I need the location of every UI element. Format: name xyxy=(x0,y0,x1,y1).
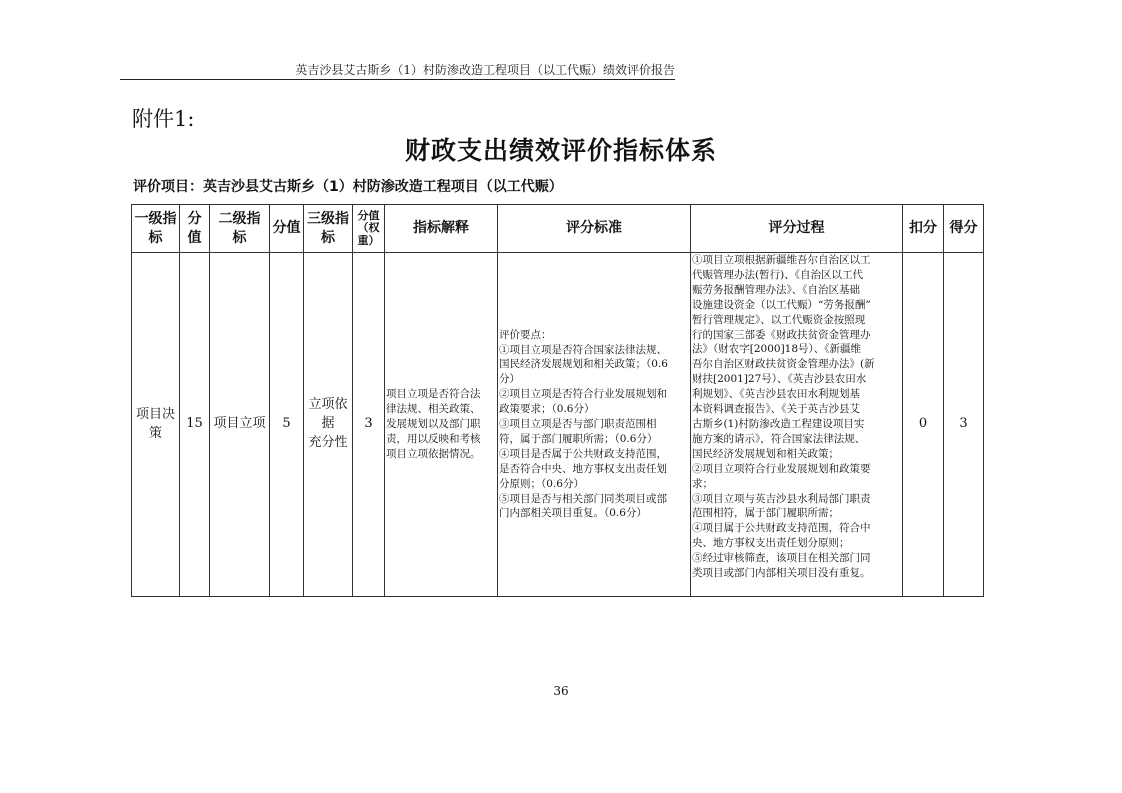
header-level3: 三级指 标 xyxy=(304,205,353,253)
cell-explanation: 项目立项是否符合法 律法规、相关政策、 发展规划以及部门职 责，用以反映和考核 项目立项依据情况。 xyxy=(385,253,498,597)
cell-score2: 5 xyxy=(270,253,304,597)
header-score1: 分 值 xyxy=(180,205,210,253)
cell-score1: 15 xyxy=(180,253,210,597)
header-level1: 一级指 标 xyxy=(132,205,180,253)
header-rule xyxy=(120,79,675,80)
cell-level2: 项目立项 xyxy=(210,253,270,597)
cell-level3: 立项依 据 充分性 xyxy=(304,253,353,597)
header-score2: 分值 xyxy=(270,205,304,253)
header-deduct: 扣分 xyxy=(903,205,944,253)
page-title: 财政支出绩效评价指标体系 xyxy=(404,136,717,165)
attachment-label: 附件1: xyxy=(132,107,195,131)
cell-level1: 项目决 策 xyxy=(132,253,180,597)
indicator-table xyxy=(131,204,984,597)
project-name-line: 评价项目：英吉沙县艾古斯乡（1）村防渗改造工程项目（以工代赈） xyxy=(133,179,563,195)
header-process: 评分过程 xyxy=(691,205,903,253)
running-header: 英吉沙县艾古斯乡（1）村防渗改造工程项目（以工代赈）绩效评价报告 xyxy=(295,63,675,77)
table-row xyxy=(132,253,984,597)
header-weight: 分值 （权 重） xyxy=(353,205,385,253)
cell-score: 3 xyxy=(944,253,984,597)
header-level2: 二级指 标 xyxy=(210,205,270,253)
cell-criteria: 评价要点： ①项目立项是否符合国家法律法规、 国民经济发展规划和相关政策；（0.6 分） ②项目立项是否符合行业发展规划和 政策要求；（0.6分） ③项目立项是否与部门职责范围相 符，属于部门履职所需；（0.6分） ④项目是否属于公共财政支持范围， 是否符合中央、地方事权支出责任划 分原则；（0.6分） ⑤项目是否与相关部门同类项目或部 门内部相关项目重复。（0.6分） xyxy=(498,253,691,597)
cell-process: ①项目立项根据新疆维吾尔自治区以工 代赈管理办法(暂行)、《自治区以工代 赈劳务报酬管理办法》、《自治区基础 设施建设资金（以工代赈）“劳务报酬” 暂行管理规定》、以工代赈资金按照现 行的国家三部委《财政扶贫资金管理办 法》（财农字[2000]18号）、《新疆维 吾尔自治区财政扶贫资金管理办法》(新 财扶[2001]27号）、《英吉沙县农田水 利规划》、《英吉沙县农田水利规划基 本资料调查报告》、《关于英吉沙县艾 古斯乡(1)村防渗改造工程建设项目实 施方案的请示》，符合国家法律法规、 国民经济发展规划和相关政策； ②项目立项符合行业发展规划和政策要 求； ③项目立项与英吉沙县水利局部门职责 范围相符，属于部门履职所需； ④项目属于公共财政支持范围，符合中 央、地方事权支出责任划分原则； ⑤经过审核筛查，该项目在相关部门同 类项目或部门内部相关项目没有重复。 xyxy=(691,253,903,597)
table-header-row xyxy=(132,205,984,253)
page-number: 36 xyxy=(553,684,569,698)
header-criteria: 评分标准 xyxy=(498,205,691,253)
header-score: 得分 xyxy=(944,205,984,253)
cell-deduct: 0 xyxy=(903,253,944,597)
header-explanation: 指标解释 xyxy=(385,205,498,253)
cell-weight: 3 xyxy=(353,253,385,597)
